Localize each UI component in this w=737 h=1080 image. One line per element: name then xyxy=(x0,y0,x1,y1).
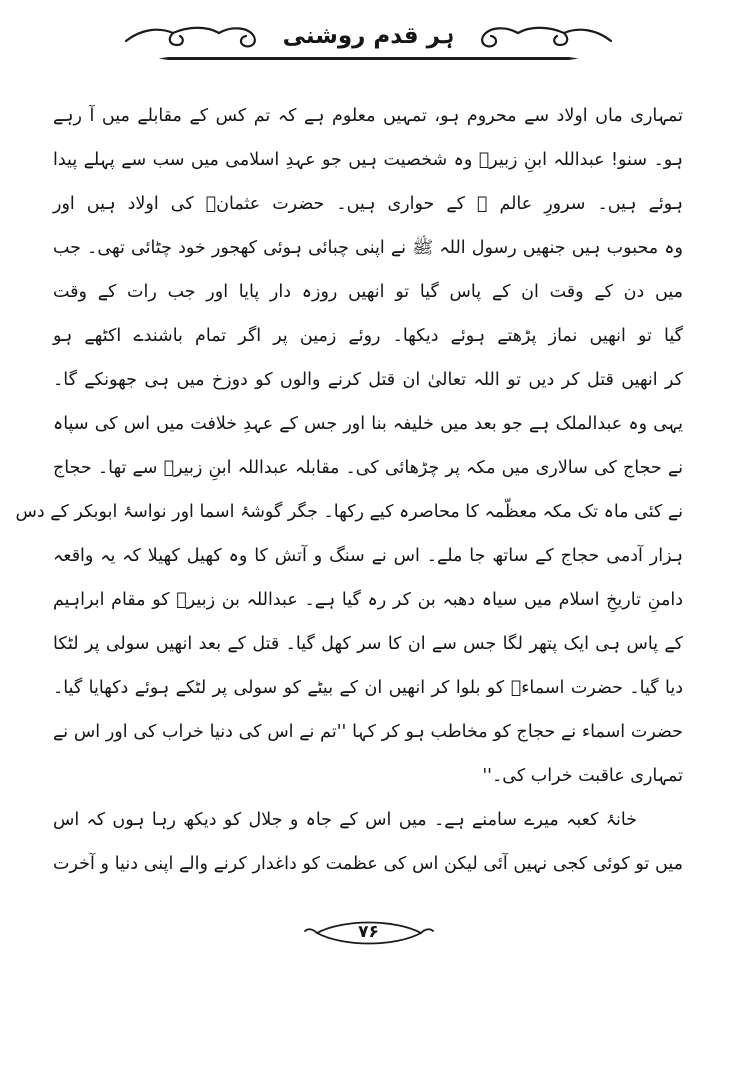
page-number-cartouche xyxy=(303,916,435,950)
text-line: دامنِ تاریخِ اسلام میں سیاہ دھبہ بن کر رہ گیا ہے۔ عبداللہ بن زبیرؓ کو مقام ابراہیم xyxy=(53,590,683,610)
text-line: میں تو کوئی کجی نہیں آئی لیکن اس کی عظمت کو داغدار کرنے والے اپنی دنیا و آخرت xyxy=(53,854,683,874)
page-number: ۷۶ xyxy=(358,922,379,943)
flourish-right-icon xyxy=(464,22,614,50)
text-line: وہ محبوب ہیں جنھیں رسول اللہ ﷺ نے اپنی چبائی ہوئی کھجور خود چٹائی تھی۔ جب xyxy=(53,238,683,258)
text-line: دیا گیا۔ حضرت اسماءؓ کو بلوا کر انھیں ان کے بیٹے کو سولی پر لٹکے ہوئے دکھایا گیا۔ xyxy=(53,678,683,698)
header-rule xyxy=(159,57,579,60)
text-line: نے کئی ماہ تک مکہ معظّمہ کا محاصرہ کیے رکھا۔ جگر گوشۂ اسما اور نواسۂ ابوبکر کے دس xyxy=(15,502,683,522)
text-line: خانۂ کعبہ میرے سامنے ہے۔ میں اس کے جاہ و جلال کو دیکھ رہا ہوں کہ اس xyxy=(53,810,637,830)
text-line: حضرت اسماء نے حجاج کو مخاطب ہو کر کہا ''تم نے اس کی دنیا خراب کی اور اس نے xyxy=(53,722,683,742)
text-line: نے حجاج کی سالاری میں مکہ پر چڑھائی کی۔ مقابلہ عبداللہ ابنِ زبیرؓ سے تھا۔ حجاج xyxy=(53,458,683,478)
page-header xyxy=(0,22,737,60)
page-footer xyxy=(0,916,737,950)
text-line: ہوئے ہیں۔ سرورِ عالم ﷺ کے حواری ہیں۔ حضرت عثمانؓ کی اولاد ہیں اور xyxy=(53,194,683,214)
text-line: یہی وہ عبدالملک ہے جو بعد میں خلیفہ بنا اور جس کے عہدِ خلافت میں اس کی سپاہ xyxy=(53,414,683,434)
book-title: ہر قدم روشنی xyxy=(282,23,455,49)
text-line: ہو۔ سنو! عبداللہ ابنِ زبیرؓ وہ شخصیت ہیں جو عہدِ اسلامی میں سب سے پہلے پیدا xyxy=(53,150,683,170)
text-line: کر انھیں قتل کر دیں تو اللہ تعالیٰ ان قتل کرنے والوں کو دوزخ میں ہی جھونکے گا۔ xyxy=(53,370,683,390)
text-line: تمہاری ماں اولاد سے محروم ہو، تمہیں معلوم ہے کہ تم کس کے مقابلے میں آ رہے xyxy=(53,106,683,126)
page-body xyxy=(15,94,683,886)
text-line: تمہاری عاقبت خراب کی۔'' xyxy=(482,766,683,786)
text-line: کے پاس ہی ایک پتھر لگا جس سے ان کا سر کھل گیا۔ قتل کے بعد انھیں سولی پر لٹکا xyxy=(53,634,683,654)
flourish-left-icon xyxy=(123,22,273,50)
text-line: گیا تو انھیں نماز پڑھتے ہوئے دیکھا۔ روئے زمین پر اگر تمام باشندے اکٹھے ہو xyxy=(53,326,683,346)
text-line: میں دن کے وقت ان کے پاس گیا تو انھیں روزہ دار پایا اور جب رات کے وقت xyxy=(53,282,683,302)
header-ornament xyxy=(123,22,615,50)
text-line: ہزار آدمی حجاج کے ساتھ جا ملے۔ اس نے سنگ و آتش کا وہ کھیل کھیلا کہ یہ واقعہ xyxy=(53,546,683,566)
